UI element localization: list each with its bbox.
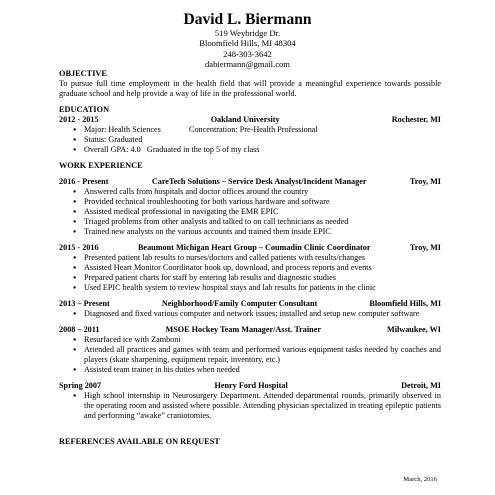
- job-title: MSOE Hockey Team Manager/Asst. Trainer: [165, 325, 321, 334]
- job-duties: [59, 187, 441, 237]
- work-experience-heading: WORK EXPERIENCE: [59, 161, 143, 170]
- education-major: ● Major: Health Sciences: [84, 125, 161, 134]
- job-header: [59, 381, 441, 391]
- education-gpa-note: Graduated in the top 5 of my class: [146, 145, 260, 154]
- job-duty: ● Presented patient lab results to nurses/doctors and called patients with results/changes: [84, 253, 441, 263]
- job-duty: ● Resurfaced ice with Zamboni: [84, 335, 441, 345]
- job-location: Milwaukee, WI: [387, 325, 441, 334]
- resume-body: [59, 69, 441, 447]
- job-duty: ● Diagnosed and fixed various computer and network issues; installed and setup new computer software: [84, 309, 441, 319]
- job-location: Detroit, MI: [401, 381, 441, 390]
- education-major-item: [84, 125, 441, 135]
- job-duties: [59, 335, 441, 375]
- objective-heading: OBJECTIVE: [59, 69, 107, 78]
- job-location: Bloomfield Hills, MI: [369, 299, 441, 308]
- job-title: Neighborhood/Family Computer Consultant: [161, 299, 318, 308]
- applicant-name: David L. Biermann: [183, 11, 312, 28]
- education-details: [59, 125, 441, 155]
- job-duty: ● Answered calls from hospitals and doctor offices around the country: [84, 187, 441, 197]
- phone-number: 248-303-3642: [223, 48, 272, 59]
- education-concentration: Concentration: Pre-Health Professional: [189, 125, 318, 134]
- job-duty: ● Used EPIC health system to review hospital stays and lab results for patients in the clinic: [84, 283, 441, 293]
- job-title: CareTech Solutions – Service Desk Analyst/Incident Manager: [151, 177, 367, 186]
- resume-header: [0, 11, 495, 70]
- education-heading: EDUCATION: [59, 105, 110, 114]
- job-duties: [59, 309, 441, 319]
- education-dates: 2012 - 2015: [59, 115, 99, 124]
- job-duties: [59, 253, 441, 293]
- address-line-2: Bloomfield Hills, MI 48304: [199, 38, 296, 49]
- job-duty: ● Provided technical troubleshooting for both various hardware and software: [84, 197, 441, 207]
- job-location: Troy, MI: [409, 243, 441, 252]
- job-title: Beaumont Michigan Heart Group – Coumadin Clinic Coordinator: [137, 243, 371, 252]
- job-dates: 2016 - Present: [59, 177, 109, 186]
- job-header: [59, 243, 441, 253]
- job-duty: ● Triaged problems from other analysts and talked to on call technicians as needed: [84, 217, 441, 227]
- education-school: Oakland University: [210, 115, 280, 124]
- email-address: dabiermann@gmail.com: [205, 59, 290, 70]
- job-dates: 2015 - 2016: [59, 243, 99, 252]
- job-duty: ● Assisted Heart Monitor Coordinator hook up, download, and process reports and events: [84, 263, 441, 273]
- job-duty: ● Trained new analysts on the various accounts and trained them inside EPIC: [84, 227, 441, 237]
- references-note: REFERENCES AVAILABLE ON REQUEST: [59, 437, 220, 446]
- job-title: Henry Ford Hospital: [214, 381, 288, 390]
- footer-date: March, 2016: [403, 476, 437, 483]
- education-gpa-item: [84, 145, 441, 155]
- job-header: [59, 325, 441, 335]
- job-duty: ● Assisted team trainer in his duties when needed: [84, 365, 441, 375]
- education-status: ● Status: Graduated: [84, 135, 441, 145]
- address-line-1: 519 Weybridge Dr.: [214, 28, 281, 38]
- job-dates: Spring 2007: [59, 381, 102, 390]
- job-duty: ● Assisted medical professional in navigating the EMR EPIC: [84, 207, 441, 217]
- job-header: [59, 177, 441, 187]
- job-duty: ● Attended all practices and games with team and performed various equipment tasks needed by coaches and players (skate sharpening, equipment repair, inventory, etc.): [84, 345, 441, 365]
- job-location: Troy, MI: [409, 177, 441, 186]
- job-duty: ● Prepared patient charts for staff by entering lab results and diagnostic studies: [84, 273, 441, 283]
- objective-text: To pursue full time employment in the health field that will provide a meaningful experience towards possible graduate school and help provide a way of life in the professional world.: [59, 79, 441, 98]
- job-duty: ● High school internship in Neurosurgery Department. Attended departmental rounds, primarily observed in the operating room and assisted where possible. Attending physician specialized in treating epileptic patients and performing “awake” craniotomies.: [84, 391, 441, 421]
- job-duties: [59, 391, 441, 421]
- education-location: Rochester, MI: [391, 115, 441, 124]
- education-entry-header: [59, 115, 441, 125]
- job-dates: 2008 – 2011: [59, 325, 100, 334]
- job-header: [59, 299, 441, 309]
- job-dates: 2013 – Present: [59, 299, 110, 308]
- education-gpa: Overall GPA: 4.0: [84, 145, 141, 154]
